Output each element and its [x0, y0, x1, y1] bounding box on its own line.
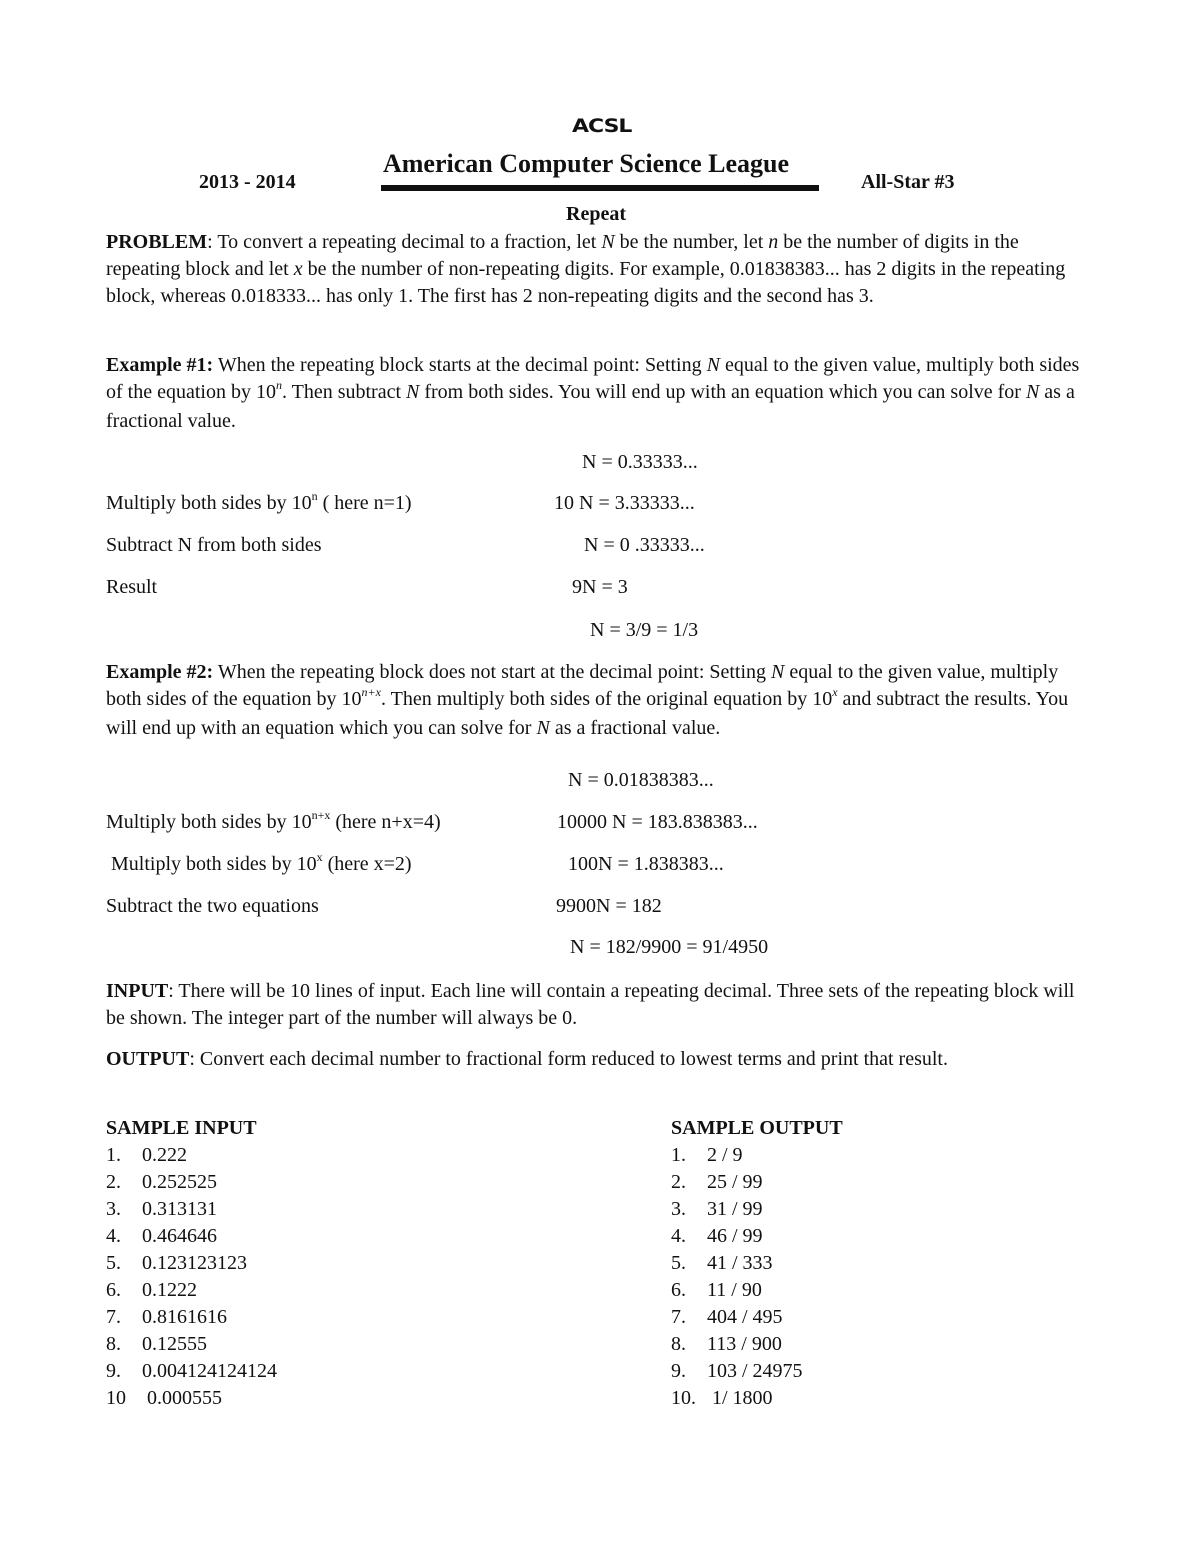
exponent	[832, 685, 837, 699]
exponent-var: n+x	[361, 685, 381, 699]
item-value: 41 / 333	[707, 1252, 773, 1274]
item-number: 3.	[106, 1198, 121, 1220]
example2-text-2: equal to the given value, multiply both sides of the equation by 10	[106, 661, 1059, 710]
example1-label: Example #1:	[106, 354, 214, 376]
var-N: N	[771, 661, 785, 683]
example2-text-5: as a fractional value.	[549, 717, 721, 739]
item-value: 0.222	[142, 1144, 187, 1166]
var-N: N	[1025, 381, 1040, 403]
item-value: 0.313131	[142, 1198, 217, 1220]
item-value: 25 / 99	[707, 1171, 763, 1193]
acsl-logo: ACSL	[572, 115, 632, 138]
item-number: 10	[106, 1387, 126, 1409]
problem-text-4: be the number of non-repeating digits. For example, 0.01838383... has 2 digits in the repeating block, whereas 0.018333... has only 1. The first has 2 non-repeating digits and the second has 3.	[106, 258, 1066, 307]
item-value: 0.1222	[142, 1279, 197, 1301]
var-N: N	[406, 381, 420, 403]
var-n: n	[768, 231, 779, 253]
list-item	[106, 1358, 277, 1385]
item-number: 7.	[106, 1306, 121, 1328]
item-value: 103 / 24975	[707, 1360, 803, 1382]
item-number: 9.	[671, 1360, 686, 1382]
list-item	[671, 1304, 843, 1331]
item-number: 4.	[671, 1225, 686, 1247]
input-text: : There will be 10 lines of input. Each line will contain a repeating decimal. Three sets of the repeating block will be shown. The integer part of the number will always be 0.	[106, 980, 1075, 1029]
item-value: 0.12555	[142, 1333, 207, 1355]
item-value: 0.000555	[147, 1387, 222, 1409]
ex2-step-2-note: (here x=2)	[322, 853, 412, 875]
exponent: x	[316, 850, 323, 864]
ex2-step-1-note: (here n+x=4)	[330, 811, 441, 833]
item-number: 1.	[106, 1144, 121, 1166]
ex2-step-1	[106, 808, 441, 834]
output-paragraph	[106, 1046, 1096, 1073]
output-text: : Convert each decimal number to fractional form reduced to lowest terms and print that result.	[189, 1048, 948, 1070]
input-label: INPUT	[106, 980, 169, 1002]
list-item	[106, 1304, 277, 1331]
item-number: 1.	[671, 1144, 686, 1166]
item-number: 2.	[671, 1171, 686, 1193]
item-number: 3.	[671, 1198, 686, 1220]
ex2-step-3: Subtract the two equations	[106, 895, 319, 917]
list-item	[671, 1142, 843, 1169]
item-number: 6.	[106, 1279, 121, 1301]
contest-year: 2013 - 2014	[199, 171, 296, 193]
list-item	[106, 1331, 277, 1358]
list-item	[671, 1223, 843, 1250]
example2-label: Example #2:	[106, 661, 214, 683]
item-number: 8.	[671, 1333, 686, 1355]
ex1-equation-1: 10 N = 3.33333...	[554, 492, 695, 514]
item-value: 113 / 900	[707, 1333, 782, 1355]
ex2-equation-1: 10000 N = 183.838383...	[557, 811, 758, 833]
item-value: 31 / 99	[707, 1198, 763, 1220]
ex2-equation-3: 9900N = 182	[556, 895, 662, 917]
sample-output-header: SAMPLE OUTPUT	[671, 1117, 843, 1139]
item-number: 10.	[671, 1387, 696, 1409]
list-item	[106, 1169, 277, 1196]
ex1-equation-4: N = 3/9 = 1/3	[590, 619, 699, 641]
exponent	[276, 378, 282, 392]
item-number: 8.	[106, 1333, 121, 1355]
organization-title: American Computer Science League	[383, 149, 790, 178]
exponent: n	[311, 489, 318, 503]
var-N: N	[706, 354, 720, 376]
exponent: n+x	[311, 808, 331, 822]
ex2-step-2	[106, 850, 412, 876]
example1-paragraph	[106, 352, 1096, 435]
ex1-equation-0: N = 0.33333...	[582, 451, 698, 473]
item-value: 46 / 99	[707, 1225, 763, 1247]
item-value: 0.123123123	[142, 1252, 247, 1274]
list-item	[106, 1277, 277, 1304]
list-item	[671, 1169, 843, 1196]
example1-text-2: equal to the given value, multiply both sides of the equation by 10	[106, 354, 1080, 403]
output-label: OUTPUT	[106, 1048, 190, 1070]
item-number: 7.	[671, 1306, 686, 1328]
item-number: 6.	[671, 1279, 686, 1301]
sample-input-header: SAMPLE INPUT	[106, 1117, 257, 1139]
ex2-step-1-text: Multiply both sides by 10	[106, 811, 312, 833]
list-item	[106, 1385, 277, 1412]
example1-text-1: When the repeating block starts at the decimal point: Setting	[213, 354, 707, 376]
ex1-step-2: Subtract N from both sides	[106, 534, 322, 556]
item-value: 0.004124124124	[142, 1360, 277, 1382]
example1-text-3: . Then subtract	[281, 381, 407, 403]
list-item	[671, 1250, 843, 1277]
list-item	[106, 1223, 277, 1250]
contest-name: All-Star #3	[861, 171, 955, 193]
ex1-step-1	[106, 489, 412, 515]
example1-text-4: from both sides. You will end up with an equation which you can solve for	[419, 381, 1026, 403]
item-number: 2.	[106, 1171, 121, 1193]
var-x: x	[293, 258, 303, 280]
example2-text-3: . Then multiply both sides of the original equation by 10	[380, 688, 833, 710]
ex1-equation-3: 9N = 3	[572, 576, 628, 598]
item-number: 5.	[671, 1252, 686, 1274]
item-number: 4.	[106, 1225, 121, 1247]
sample-input-column	[106, 1115, 277, 1412]
list-item	[671, 1196, 843, 1223]
problem-label: PROBLEM	[106, 231, 208, 253]
item-value: 404 / 495	[707, 1306, 783, 1328]
exponent-var: x	[832, 685, 838, 699]
ex2-equation-4: N = 182/9900 = 91/4950	[570, 936, 769, 958]
problem-text-1: : To convert a repeating decimal to a fraction, let	[207, 231, 602, 253]
exponent-var: n	[275, 378, 282, 392]
item-value: 0.464646	[142, 1225, 217, 1247]
example1-text-5: as a fractional value.	[106, 381, 1075, 432]
ex1-step-1-note: ( here n=1)	[317, 492, 412, 514]
sample-output-column	[671, 1115, 843, 1412]
ex2-equation-2: 100N = 1.838383...	[568, 853, 724, 875]
list-item	[671, 1277, 843, 1304]
problem-text-3: be the number of digits in the repeating block and let	[106, 231, 1019, 280]
var-N: N	[536, 717, 550, 739]
exponent	[362, 685, 381, 699]
list-item	[106, 1142, 277, 1169]
ex1-step-1-text: Multiply both sides by 10	[106, 492, 312, 514]
var-N: N	[601, 231, 615, 253]
ex2-equation-0: N = 0.01838383...	[568, 769, 714, 791]
list-item	[671, 1358, 843, 1385]
problem-title: Repeat	[566, 203, 626, 225]
ex1-step-3: Result	[106, 576, 158, 598]
item-value: 2 / 9	[707, 1144, 743, 1166]
list-item	[671, 1331, 843, 1358]
item-value: 0.8161616	[142, 1306, 227, 1328]
list-item	[106, 1250, 277, 1277]
list-item	[106, 1196, 277, 1223]
item-value: 0.252525	[142, 1171, 217, 1193]
problem-text-2: be the number, let	[614, 231, 769, 253]
example2-paragraph	[106, 659, 1096, 742]
ex2-step-2-text: Multiply both sides by 10	[106, 853, 317, 875]
item-value: 11 / 90	[707, 1279, 762, 1301]
item-value: 1/ 1800	[712, 1387, 773, 1409]
example2-text-1: When the repeating block does not start at the decimal point: Setting	[213, 661, 772, 683]
input-paragraph	[106, 978, 1096, 1032]
item-number: 9.	[106, 1360, 121, 1382]
ex1-equation-2: N = 0 .33333...	[584, 534, 705, 556]
list-item	[671, 1385, 843, 1412]
header-rule	[381, 185, 819, 191]
example2-text-4: and subtract the results. You will end up with an equation which you can solve for	[106, 688, 1069, 739]
problem-paragraph	[106, 229, 1096, 310]
item-number: 5.	[106, 1252, 121, 1274]
